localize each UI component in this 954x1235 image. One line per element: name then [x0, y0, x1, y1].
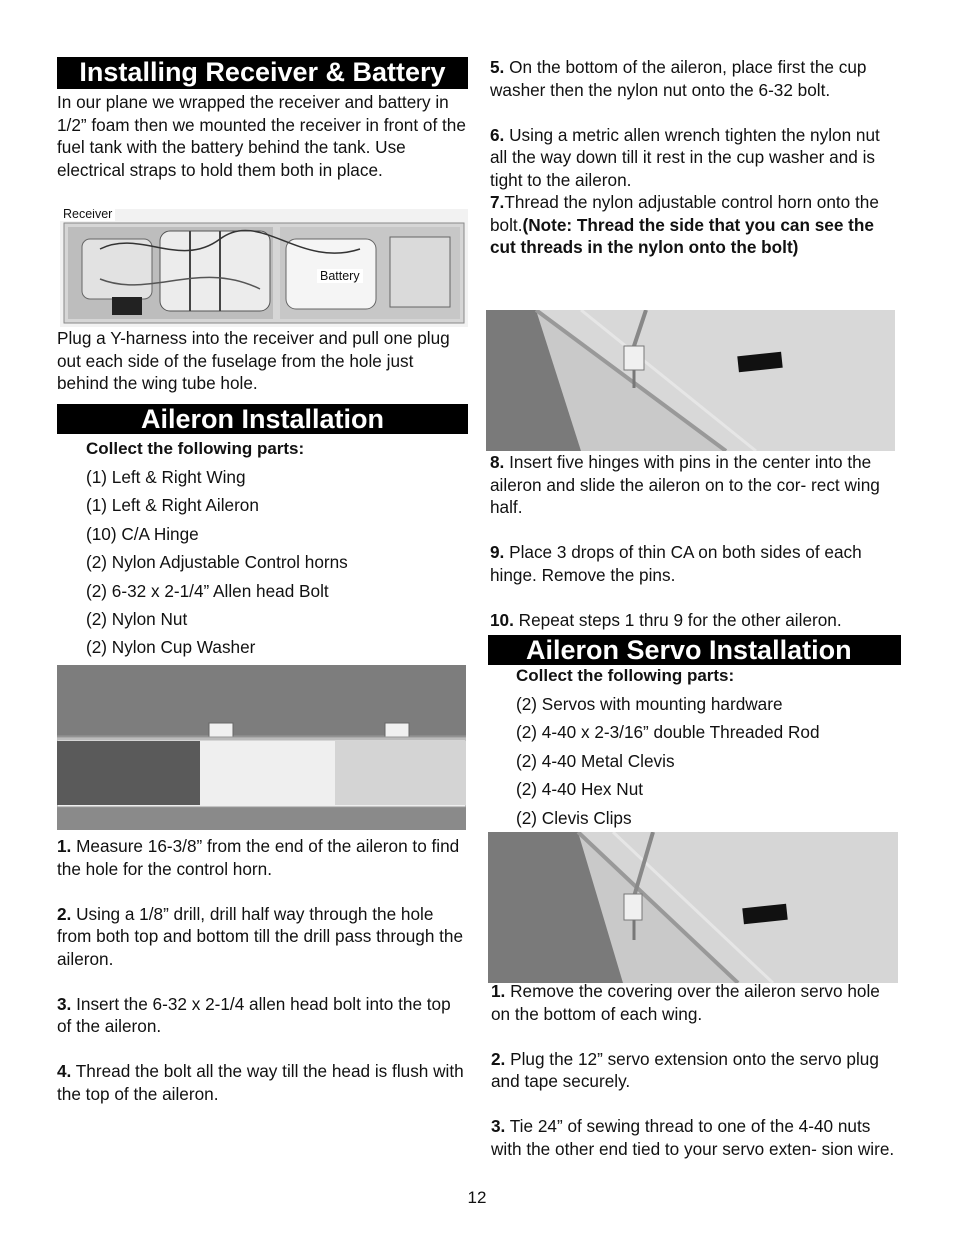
step-text: Using a 1/8” drill, drill half way through the hole from both top and bottom till the drill pass through the aileron.	[57, 903, 464, 969]
battery-label: Battery	[317, 269, 363, 283]
step-item	[491, 1115, 896, 1160]
receiver-harness-text: Plug a Y-harness into the receiver and pull one plug out each side of the fuselage from the hole just behind the wing tube hole.	[57, 328, 450, 393]
step-item	[490, 451, 895, 519]
page-number: 12	[467, 1188, 487, 1207]
servo-parts-items	[516, 690, 896, 832]
step-number: 7.	[490, 192, 505, 212]
list-item: (2) Nylon Nut	[86, 608, 188, 629]
aileron-steps-right-a	[490, 56, 895, 259]
step-number: 2.	[57, 903, 72, 924]
aileron-steps-left	[57, 835, 469, 1128]
servo-hole-illustration	[488, 832, 898, 983]
step-text: Thread the bolt all the way till the head is flush with the top of the aileron.	[57, 1061, 464, 1104]
step-item	[57, 903, 469, 971]
control-horn-illustration	[486, 310, 895, 451]
control-horn-photo	[486, 310, 895, 451]
aileron-installation-heading: Aileron Installation	[57, 404, 468, 434]
receiver-label: Receiver	[60, 209, 115, 221]
step-text: On the bottom of the aileron, place first the cup washer then the nylon nut onto the 6-32 bolt.	[490, 57, 867, 100]
step-item	[490, 541, 895, 586]
step-item	[491, 980, 896, 1025]
aileron-servo-heading: Aileron Servo Installation	[488, 635, 901, 665]
step-number: 5.	[490, 57, 505, 77]
aileron-hinge-photo	[57, 665, 466, 830]
list-item: (2) Nylon Cup Washer	[86, 637, 256, 658]
list-item: (2) 6-32 x 2-1/4” Allen head Bolt	[86, 580, 329, 601]
step-item	[57, 993, 469, 1038]
step-number: 4.	[57, 1061, 72, 1081]
fuselage-receiver-illustration	[60, 209, 468, 327]
step-text: Repeat steps 1 thru 9 for the other aileron.	[513, 609, 842, 630]
list-item: (2) Nylon Adjustable Control horns	[86, 552, 348, 573]
list-item: (2) 4-40 Hex Nut	[516, 779, 644, 800]
list-item: (2) 4-40 x 2-3/16” double Threaded Rod	[516, 722, 820, 743]
step-item	[490, 56, 895, 101]
step-text: Remove the covering over the aileron servo hole on the bottom of each wing.	[491, 981, 880, 1024]
step-note: (Note: Thread the side that you can see the cut threads in the nylon onto the bolt)	[490, 214, 874, 257]
step-text: Plug the 12” servo extension onto the servo plug and tape securely.	[491, 1048, 879, 1091]
step-number: 8.	[490, 452, 505, 472]
aileron-parts-heading: Collect the following parts:	[86, 439, 305, 458]
step-text: Insert the 6-32 x 2-1/4 allen head bolt into the top of the aileron.	[57, 993, 451, 1036]
step-number: 3.	[491, 1116, 506, 1136]
step-item	[490, 609, 895, 632]
list-item: (1) Left & Right Wing	[86, 467, 246, 487]
receiver-intro-text: In our plane we wrapped the receiver and battery in 1/2” foam then we mounted the receiver in front of the fuel tank with the battery behind the tank. Use electrical straps to hold them both in place.	[57, 92, 466, 180]
servo-hole-photo	[488, 832, 898, 983]
aileron-parts-items	[86, 463, 466, 662]
step-item	[490, 124, 895, 192]
list-item: (2) Clevis Clips	[516, 807, 632, 828]
receiver-battery-heading: Installing Receiver & Battery	[57, 57, 468, 89]
list-item: (2) Servos with mounting hardware	[516, 694, 783, 714]
list-item: (2) 4-40 Metal Clevis	[516, 750, 675, 771]
aileron-steps-right-b	[490, 451, 895, 631]
step-text: Place 3 drops of thin CA on both sides of each hinge. Remove the pins.	[490, 542, 862, 585]
step-text: Thread the nylon adjustable control horn onto the bolt.	[490, 192, 879, 235]
step-text: Tie 24” of sewing thread to one of the 4-40 nuts with the other end tied to your servo exten- sion wire.	[491, 1116, 895, 1159]
list-item: (10) C/A Hinge	[86, 523, 199, 544]
step-text: Using a metric allen wrench tighten the nylon nut all the way down till it rest in the cup washer and is tight to the aileron.	[490, 124, 880, 190]
servo-parts-list	[516, 666, 896, 832]
aileron-hinge-illustration	[57, 665, 466, 830]
step-item	[57, 1060, 469, 1105]
servo-steps	[491, 980, 896, 1160]
servo-parts-heading: Collect the following parts:	[516, 666, 735, 685]
aileron-parts-list	[86, 439, 466, 662]
step-text: Insert five hinges with pins in the center into the aileron and slide the aileron on to the cor- rect wing half.	[490, 452, 880, 517]
list-item: (1) Left & Right Aileron	[86, 495, 259, 516]
step-number: 1.	[491, 981, 506, 1001]
step-number: 3.	[57, 993, 72, 1014]
step-item	[57, 835, 469, 880]
step-number: 9.	[490, 542, 505, 562]
step-number: 6.	[490, 124, 505, 145]
step-number: 10.	[490, 609, 514, 630]
step-number: 2.	[491, 1048, 506, 1069]
step-item	[490, 191, 895, 259]
fuselage-receiver-photo	[60, 209, 468, 327]
step-item	[491, 1048, 896, 1093]
step-text: Measure 16-3/8” from the end of the aileron to find the hole for the control horn.	[57, 836, 460, 879]
step-number: 1.	[57, 836, 72, 856]
